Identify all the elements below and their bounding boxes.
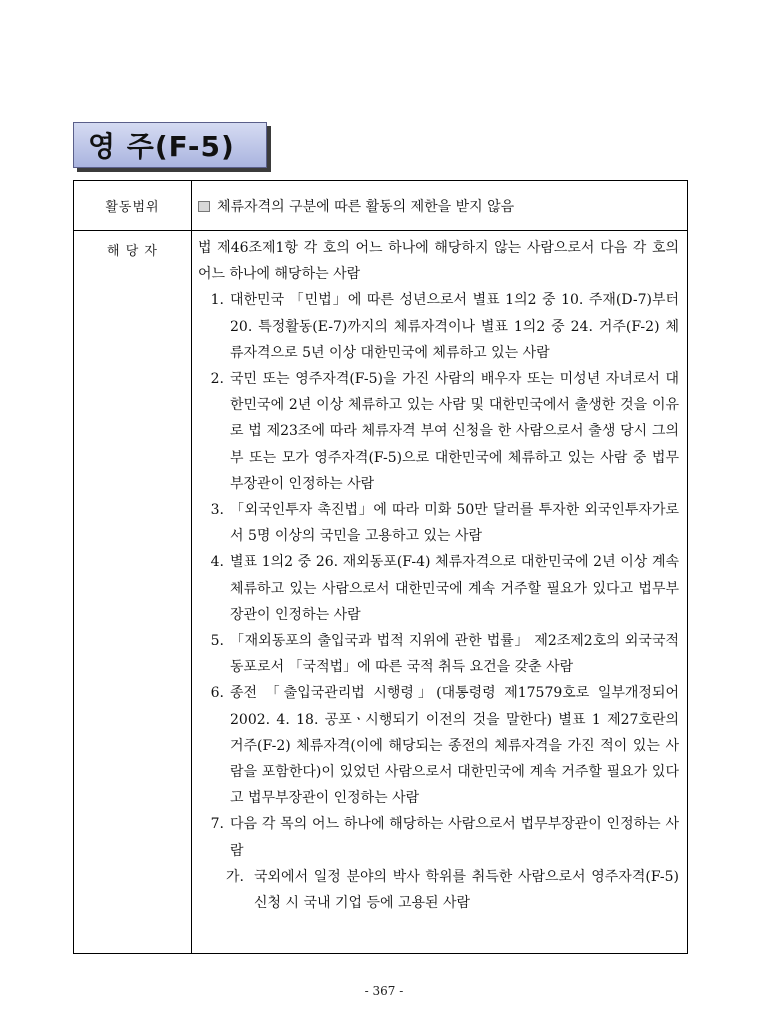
eligibility-list [198,287,679,863]
list-item-number: 3. [210,502,224,519]
list-item [198,287,679,366]
table-row-activity-scope [74,181,688,231]
section-title-box [73,122,267,168]
list-item-text: 별표 1의2 중 26. 재외동포(F-4) 체류자격으로 대한민국에 2년 이상 계속 체류하고 있는 사람으로서 대한민국에 계속 거주할 필요가 있다고 법무부장관이 인정하는 사람 [230,554,679,623]
list-item-text: 종전 「출입국관리법 시행령」(대통령령 제17579호로 일부개정되어 2002. 4. 18. 공포ㆍ시행되기 이전의 것을 말한다) 별표 1 제27호란의 거주(F-2) 체류자격(이에 해당되는 종전의 체류자격을 가진 적이 있는 사람을 포함한다)이 있었던 사람으로서 대한민국에 계속 거주할 필요가 있다고 법무부장관이 인정하는 사람 [230,685,679,807]
list-item-number: 7. [210,816,224,833]
visa-info-table [73,180,688,954]
sub-list-item-text: 국외에서 일정 분야의 박사 학위를 취득한 사람으로서 영주자격(F-5) 신청 시 국내 기업 등에 고용된 사람 [254,868,679,912]
table-row-eligible-persons [74,231,688,954]
list-item-number: 2. [210,371,224,388]
row-content-activity-scope [192,181,688,231]
page-title: 영 주(F-5) [88,130,235,163]
list-item-number: 4. [210,554,224,571]
list-item-text: 다음 각 목의 어느 하나에 해당하는 사람으로서 법무부장관이 인정하는 사람 [230,816,679,859]
sub-list-item [198,864,679,916]
list-item [198,366,679,497]
activity-scope-text: 체류자격의 구분에 따른 활동의 제한을 받지 않음 [217,198,515,215]
list-item-number: 5. [210,633,224,650]
list-item-text: 「외국인투자 촉진법」에 따라 미화 50만 달러를 투자한 외국인투자가로서 5명 이상의 국민을 고용하고 있는 사람 [230,502,679,545]
list-item [198,680,679,811]
row-label-eligible-persons: 해 당 자 [74,231,192,954]
list-item-text: 「재외동포의 출입국과 법적 지위에 관한 법률」 제2조제2호의 외국국적동포로서 「국적법」에 따른 국적 취득 요건을 갖춘 사람 [230,633,679,676]
sub-list-item-number: 가. [226,868,244,885]
list-item-text: 국민 또는 영주자격(F-5)을 가진 사람의 배우자 또는 미성년 자녀로서 대한민국에 2년 이상 체류하고 있는 사람 및 대한민국에서 출생한 것을 이유로 법 제23조에 따라 체류자격 부여 신청을 한 사람으로서 출생 당시 그의 부 또는 모가 영주자격(F-5)으로 대한민국에 체류하고 있는 사람 중 법무부장관이 인정하는 사람 [230,371,679,492]
eligibility-intro: 법 제46조제1항 각 호의 어느 하나에 해당하지 않는 사람으로서 다음 각 호의 어느 하나에 해당하는 사람 [198,240,679,283]
list-item-number: 1. [210,292,224,309]
list-item [198,549,679,628]
list-item-number: 6. [210,685,224,702]
list-item [198,628,679,680]
list-item [198,811,679,863]
list-item [198,497,679,549]
row-content-eligible-persons [192,231,688,954]
page-number: - 367 - [364,984,404,998]
list-item-text: 대한민국 「민법」에 따른 성년으로서 별표 1의2 중 10. 주재(D-7)부터 20. 특정활동(E-7)까지의 체류자격이나 별표 1의2 중 24. 거주(F-2) 체류자격으로 5년 이상 대한민국에 체류하고 있는 사람 [230,292,679,361]
row-label-activity-scope: 활동범위 [74,181,192,231]
note-icon [198,201,210,212]
